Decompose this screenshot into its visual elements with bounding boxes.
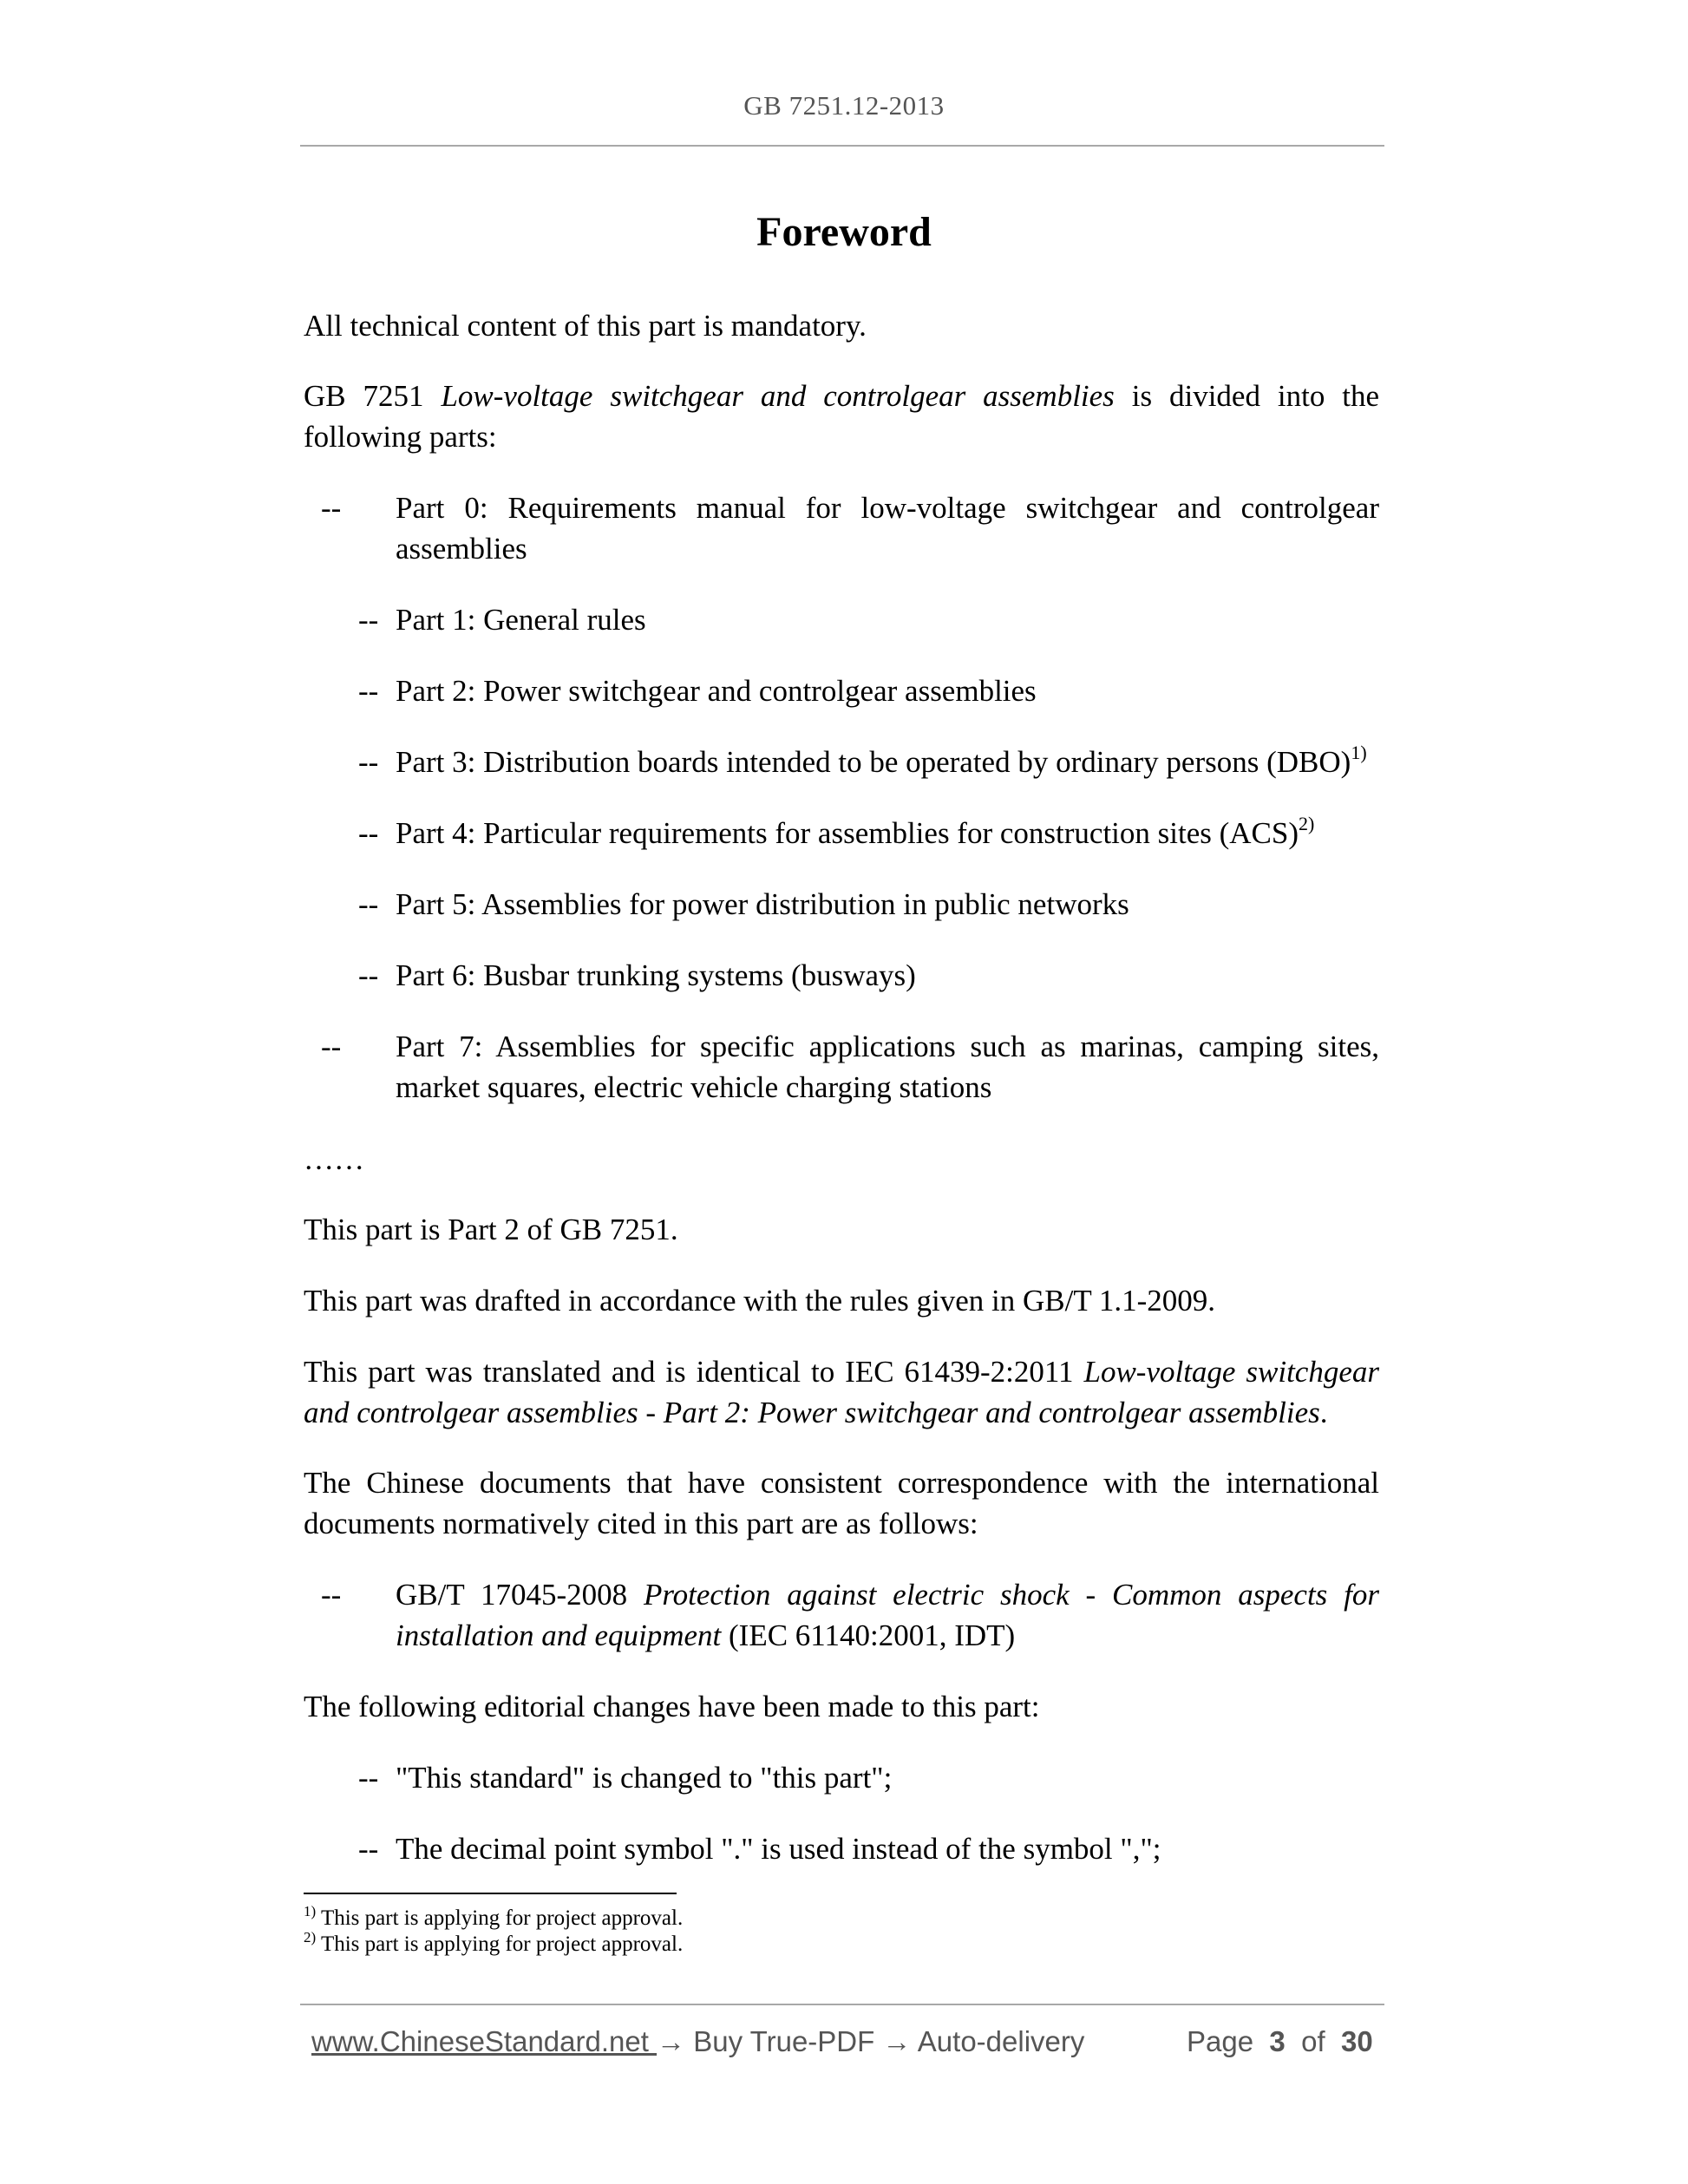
parts-intro-text-a: GB 7251: [304, 379, 442, 413]
translation-text-a: This part was translated and is identical to IEC 61439-2:2011: [304, 1355, 1084, 1389]
header-divider: [300, 145, 1384, 147]
footnote-ref-1: 1): [1351, 742, 1367, 764]
page-title: Foreword: [756, 209, 932, 255]
paragraph-mandatory: All technical content of this part is mandatory.: [304, 309, 867, 343]
paragraph-translation: [304, 1351, 1379, 1433]
list-item-text: Part 6: Busbar trunking systems (busways): [396, 958, 916, 992]
iec-title-italic: Low-voltage switchgear and controlgear assemblies - Part 2: Power switchgear and controlgear assemblies: [304, 1355, 1379, 1429]
list-item-text: Part 1: General rules: [396, 603, 646, 637]
list-item-text: Part 7: Assemblies for specific applications such as marinas, camping sites, market squares, electric vehicle charging stations: [396, 1030, 1379, 1104]
list-item-part-5: [358, 884, 1379, 925]
page-label: Page: [1187, 2025, 1254, 2057]
paragraph-correspondence: The Chinese documents that have consistent correspondence with the international documents normatively cited in this part are as follows:: [304, 1466, 1379, 1540]
list-item-part-2: [358, 670, 1379, 711]
paragraph-editorial-changes: The following editorial changes have been made to this part:: [304, 1690, 1040, 1723]
list-dash: --: [358, 958, 379, 992]
list-item-text: The decimal point symbol "." is used instead of the symbol ",";: [396, 1832, 1161, 1866]
list-dash: --: [321, 1030, 342, 1063]
list-dash: --: [358, 603, 379, 637]
list-item-change-1: [358, 1757, 1379, 1798]
list-item-text: Part 0: Requirements manual for low-voltage switchgear and controlgear assemblies: [396, 491, 1379, 566]
standard-title-italic: Low-voltage switchgear and controlgear assemblies: [441, 379, 1115, 413]
page-number: 3: [1269, 2025, 1286, 2057]
footnote-text: This part is applying for project approval.: [316, 1932, 684, 1956]
list-dash: --: [358, 816, 379, 850]
paragraph-drafting-rules: This part was drafted in accordance with the rules given in GB/T 1.1-2009.: [304, 1284, 1216, 1318]
footnote-mark: 1): [304, 1902, 317, 1919]
of-label: of: [1301, 2025, 1325, 2057]
paragraph-parts-intro: [304, 376, 1379, 457]
footer-divider: [300, 2004, 1384, 2005]
footnote-1: [304, 1902, 684, 1932]
list-item-text: Part 3: Distribution boards intended to be operated by ordinary persons (DBO): [396, 745, 1351, 779]
delivery-text: Auto-delivery: [911, 2025, 1085, 2057]
footnote-text: This part is applying for project approval.: [316, 1906, 684, 1930]
list-dash: --: [358, 1832, 379, 1866]
list-item-part-7: [321, 1026, 1379, 1108]
footnote-ref-2: 2): [1299, 813, 1315, 835]
arrow-right-icon: →: [882, 2025, 912, 2057]
footnote-mark: 2): [304, 1928, 317, 1945]
list-dash: --: [358, 887, 379, 921]
parts-intro-text-b: is divided into the following parts:: [304, 379, 1379, 454]
list-dash: --: [358, 1761, 379, 1795]
footnote-divider: [304, 1893, 677, 1894]
website-link[interactable]: www.ChineseStandard.net: [311, 2025, 658, 2057]
list-item-text: Part 4: Particular requirements for assemblies for construction sites (ACS): [396, 816, 1299, 850]
list-item-change-2: [358, 1828, 1379, 1869]
list-dash: --: [321, 1578, 342, 1612]
arrow-right-icon: →: [657, 2025, 686, 2057]
list-item-part-3: [358, 742, 1379, 782]
page-total: 30: [1341, 2025, 1373, 2057]
reference-text-a: GB/T 17045-2008: [396, 1578, 644, 1612]
list-item-part-0: [321, 487, 1379, 569]
reference-title-italic: Protection against electric shock - Common aspects for installation and equipment: [396, 1578, 1379, 1652]
paragraph-part-number: This part is Part 2 of GB 7251.: [304, 1213, 678, 1246]
list-item-reference: [321, 1574, 1379, 1656]
buy-text: Buy True-PDF: [685, 2025, 883, 2057]
page-indicator: [1187, 2025, 1373, 2058]
document-code-header: GB 7251.12-2013: [743, 90, 945, 121]
list-item-text: Part 2: Power switchgear and controlgear assemblies: [396, 674, 1037, 708]
list-item-part-6: [358, 955, 1379, 996]
list-item-text: Part 5: Assemblies for power distribution in public networks: [396, 887, 1129, 921]
list-item-part-4: [358, 813, 1379, 853]
translation-text-b: .: [1319, 1396, 1328, 1429]
list-item-text: "This standard" is changed to "this part";: [396, 1761, 893, 1795]
list-item-part-1: [358, 599, 1379, 640]
ellipsis: ……: [304, 1142, 364, 1176]
footer-promo: [311, 2025, 1084, 2058]
list-dash: --: [358, 674, 379, 708]
list-dash: --: [321, 491, 342, 525]
footnote-2: [304, 1928, 684, 1958]
reference-text-b: (IEC 61140:2001, IDT): [721, 1618, 1016, 1652]
list-dash: --: [358, 745, 379, 779]
